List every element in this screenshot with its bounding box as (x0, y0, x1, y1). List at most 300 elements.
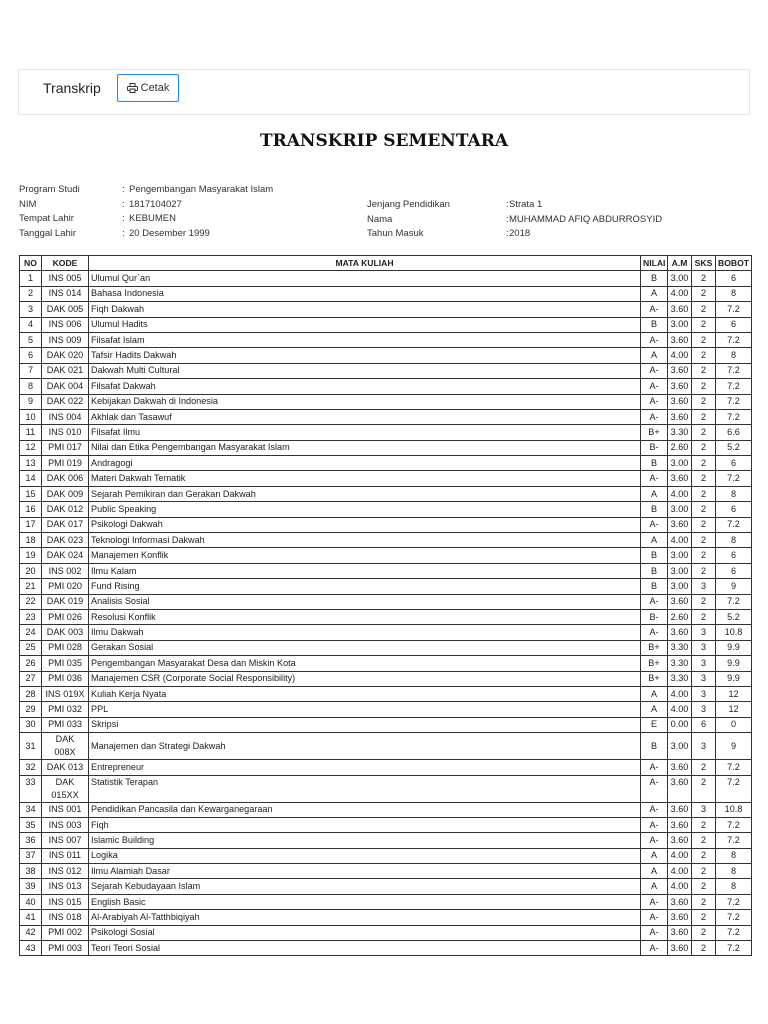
cell-am: 3.60 (668, 775, 692, 802)
cell-nilai: B+ (641, 671, 668, 686)
table-row (20, 379, 752, 394)
cell-nilai: A- (641, 517, 668, 532)
table-row (20, 317, 752, 332)
cell-kode: DAK 013 (42, 760, 89, 775)
cell-no: 40 (20, 894, 42, 909)
cell-sks: 2 (692, 440, 716, 455)
cell-mata-kuliah: Islamic Building (89, 833, 641, 848)
cell-sks: 2 (692, 317, 716, 332)
cell-kode: PMI 020 (42, 579, 89, 594)
info-value: KEBUMEN (129, 213, 176, 224)
info-row (19, 183, 273, 198)
cell-mata-kuliah: Kuliah Kerja Nyata (89, 686, 641, 701)
table-row (20, 609, 752, 624)
cell-mata-kuliah: Tafsir Hadits Dakwah (89, 348, 641, 363)
table-row (20, 925, 752, 940)
cell-kode: PMI 019 (42, 456, 89, 471)
cell-no: 29 (20, 702, 42, 717)
table-row (20, 471, 752, 486)
cell-sks: 2 (692, 848, 716, 863)
cell-am: 3.00 (668, 456, 692, 471)
table-row (20, 486, 752, 501)
info-row (19, 212, 273, 227)
student-info-left (19, 183, 273, 241)
cell-nilai: A- (641, 925, 668, 940)
table-row (20, 456, 752, 471)
cell-sks: 2 (692, 409, 716, 424)
cell-no: 39 (20, 879, 42, 894)
cell-bobot: 7.2 (716, 379, 752, 394)
table-row (20, 271, 752, 286)
cell-mata-kuliah: English Basic (89, 894, 641, 909)
table-row (20, 332, 752, 347)
info-colon: : (122, 227, 125, 239)
cell-am: 3.60 (668, 817, 692, 832)
cell-bobot: 6.6 (716, 425, 752, 440)
cell-am: 3.30 (668, 671, 692, 686)
cell-mata-kuliah: Logika (89, 848, 641, 863)
cell-no: 8 (20, 379, 42, 394)
cell-no: 25 (20, 640, 42, 655)
cell-am: 3.60 (668, 894, 692, 909)
cell-bobot: 8 (716, 286, 752, 301)
cell-nilai: A- (641, 379, 668, 394)
cell-sks: 2 (692, 833, 716, 848)
cell-kode: PMI 028 (42, 640, 89, 655)
col-nilai-header: NILAI (641, 256, 668, 271)
cell-kode: PMI 002 (42, 925, 89, 940)
cell-sks: 2 (692, 302, 716, 317)
table-row (20, 533, 752, 548)
cell-am: 3.60 (668, 517, 692, 532)
cell-am: 3.30 (668, 425, 692, 440)
cell-nilai: A (641, 486, 668, 501)
cell-kode: DAK 008X (42, 733, 89, 760)
cell-no: 33 (20, 775, 42, 802)
cell-bobot: 8 (716, 486, 752, 501)
cell-bobot: 7.2 (716, 775, 752, 802)
table-row (20, 702, 752, 717)
cell-no: 38 (20, 864, 42, 879)
cell-no: 3 (20, 302, 42, 317)
cell-nilai: A- (641, 775, 668, 802)
table-row (20, 640, 752, 655)
cell-sks: 2 (692, 925, 716, 940)
cell-bobot: 7.2 (716, 941, 752, 956)
cell-kode: INS 010 (42, 425, 89, 440)
transkrip-toolbar (18, 69, 750, 115)
cell-mata-kuliah: Dakwah Multi Cultural (89, 363, 641, 378)
cell-no: 13 (20, 456, 42, 471)
table-row (20, 879, 752, 894)
cell-no: 18 (20, 533, 42, 548)
cell-am: 4.00 (668, 286, 692, 301)
cell-bobot: 7.2 (716, 894, 752, 909)
cell-am: 3.60 (668, 941, 692, 956)
cell-mata-kuliah: Andragogi (89, 456, 641, 471)
cell-nilai: B (641, 271, 668, 286)
cell-kode: INS 009 (42, 332, 89, 347)
cell-bobot: 9.9 (716, 656, 752, 671)
cell-nilai: A- (641, 941, 668, 956)
cell-am: 3.60 (668, 625, 692, 640)
cell-mata-kuliah: Ulumul Qur`an (89, 271, 641, 286)
cell-mata-kuliah: Ilmu Alamiah Dasar (89, 864, 641, 879)
cell-no: 9 (20, 394, 42, 409)
cell-kode: INS 007 (42, 833, 89, 848)
cell-nilai: A (641, 848, 668, 863)
cell-no: 30 (20, 717, 42, 732)
table-row (20, 625, 752, 640)
cell-kode: PMI 035 (42, 656, 89, 671)
cell-am: 3.30 (668, 640, 692, 655)
cell-sks: 2 (692, 502, 716, 517)
cell-kode: PMI 036 (42, 671, 89, 686)
print-button[interactable] (117, 74, 179, 102)
cell-kode: DAK 009 (42, 486, 89, 501)
cell-nilai: A (641, 702, 668, 717)
cell-sks: 2 (692, 332, 716, 347)
info-colon: : (506, 213, 509, 225)
cell-mata-kuliah: Psikologi Dakwah (89, 517, 641, 532)
cell-no: 2 (20, 286, 42, 301)
cell-am: 3.60 (668, 594, 692, 609)
cell-bobot: 9 (716, 579, 752, 594)
cell-bobot: 7.2 (716, 394, 752, 409)
cell-kode: PMI 003 (42, 941, 89, 956)
table-header-row (20, 256, 752, 271)
cell-bobot: 7.2 (716, 910, 752, 925)
cell-sks: 3 (692, 802, 716, 817)
cell-mata-kuliah: PPL (89, 702, 641, 717)
cell-sks: 3 (692, 640, 716, 655)
cell-nilai: B (641, 563, 668, 578)
table-row (20, 802, 752, 817)
cell-mata-kuliah: Manajemen dan Strategi Dakwah (89, 733, 641, 760)
table-row (20, 775, 752, 802)
cell-sks: 2 (692, 517, 716, 532)
cell-no: 28 (20, 686, 42, 701)
table-row (20, 733, 752, 760)
cell-bobot: 7.2 (716, 363, 752, 378)
cell-bobot: 7.2 (716, 517, 752, 532)
cell-sks: 3 (692, 625, 716, 640)
cell-mata-kuliah: Fiqh Dakwah (89, 302, 641, 317)
cell-sks: 2 (692, 594, 716, 609)
col-no-header: NO (20, 256, 42, 271)
cell-kode: INS 015 (42, 894, 89, 909)
cell-mata-kuliah: Ilmu Dakwah (89, 625, 641, 640)
info-label: Tempat Lahir (19, 213, 74, 224)
info-colon: : (506, 199, 509, 210)
cell-bobot: 10.8 (716, 625, 752, 640)
info-colon: : (122, 184, 125, 195)
cell-mata-kuliah: Resolusi Konflik (89, 609, 641, 624)
cell-am: 3.60 (668, 363, 692, 378)
cell-sks: 3 (692, 686, 716, 701)
info-value: 1817104027 (129, 198, 182, 210)
cell-sks: 3 (692, 671, 716, 686)
cell-nilai: B (641, 579, 668, 594)
table-row (20, 594, 752, 609)
cell-kode: DAK 019 (42, 594, 89, 609)
cell-kode: INS 006 (42, 317, 89, 332)
cell-am: 2.60 (668, 440, 692, 455)
cell-no: 43 (20, 941, 42, 956)
cell-bobot: 7.2 (716, 833, 752, 848)
cell-sks: 2 (692, 533, 716, 548)
transcript-table (19, 255, 752, 956)
cell-nilai: A- (641, 409, 668, 424)
cell-am: 2.60 (668, 609, 692, 624)
info-label: Program Studi (19, 184, 80, 195)
cell-kode: DAK 015XX (42, 775, 89, 802)
cell-bobot: 6 (716, 456, 752, 471)
table-row (20, 409, 752, 424)
cell-nilai: A- (641, 594, 668, 609)
cell-bobot: 7.2 (716, 817, 752, 832)
cell-mata-kuliah: Psikologi Sosial (89, 925, 641, 940)
cell-am: 3.60 (668, 332, 692, 347)
cell-mata-kuliah: Statistik Terapan (89, 775, 641, 802)
cell-mata-kuliah: Analisis Sosial (89, 594, 641, 609)
cell-kode: DAK 024 (42, 548, 89, 563)
info-label: Jenjang Pendidikan (367, 199, 450, 210)
cell-nilai: B (641, 733, 668, 760)
cell-mata-kuliah: Al-Arabiyah Al-Tatthbiqiyah (89, 910, 641, 925)
cell-sks: 2 (692, 894, 716, 909)
table-row (20, 517, 752, 532)
cell-sks: 2 (692, 486, 716, 501)
cell-sks: 2 (692, 471, 716, 486)
cell-nilai: B (641, 456, 668, 471)
cell-mata-kuliah: Filsafat Dakwah (89, 379, 641, 394)
cell-mata-kuliah: Nilai dan Etika Pengembangan Masyarakat Islam (89, 440, 641, 455)
cell-bobot: 7.2 (716, 409, 752, 424)
cell-no: 34 (20, 802, 42, 817)
info-row (367, 227, 662, 242)
cell-kode: INS 001 (42, 802, 89, 817)
cell-bobot: 6 (716, 563, 752, 578)
table-row (20, 548, 752, 563)
cell-mata-kuliah: Teori Teori Sosial (89, 941, 641, 956)
cell-nilai: A (641, 879, 668, 894)
cell-nilai: A- (641, 894, 668, 909)
table-row (20, 363, 752, 378)
cell-am: 3.00 (668, 317, 692, 332)
cell-kode: DAK 006 (42, 471, 89, 486)
cell-kode: INS 002 (42, 563, 89, 578)
cell-bobot: 12 (716, 702, 752, 717)
cell-kode: DAK 003 (42, 625, 89, 640)
cell-sks: 2 (692, 548, 716, 563)
info-row (367, 198, 662, 213)
cell-no: 16 (20, 502, 42, 517)
table-row (20, 286, 752, 301)
cell-sks: 3 (692, 656, 716, 671)
cell-bobot: 5.2 (716, 440, 752, 455)
col-bobot-header: BOBOT (716, 256, 752, 271)
cell-sks: 2 (692, 271, 716, 286)
cell-mata-kuliah: Entrepreneur (89, 760, 641, 775)
info-row (367, 213, 662, 228)
cell-sks: 2 (692, 879, 716, 894)
cell-kode: DAK 005 (42, 302, 89, 317)
table-row (20, 394, 752, 409)
table-row (20, 817, 752, 832)
cell-kode: INS 014 (42, 286, 89, 301)
cell-mata-kuliah: Skripsi (89, 717, 641, 732)
table-row (20, 563, 752, 578)
info-colon: : (122, 213, 125, 224)
table-row (20, 760, 752, 775)
cell-bobot: 8 (716, 879, 752, 894)
cell-no: 1 (20, 271, 42, 286)
cell-nilai: A- (641, 817, 668, 832)
table-row (20, 656, 752, 671)
table-row (20, 717, 752, 732)
cell-am: 3.60 (668, 910, 692, 925)
cell-bobot: 7.2 (716, 925, 752, 940)
cell-am: 3.00 (668, 733, 692, 760)
cell-am: 4.00 (668, 848, 692, 863)
cell-mata-kuliah: Sejarah Pemikiran dan Gerakan Dakwah (89, 486, 641, 501)
cell-no: 4 (20, 317, 42, 332)
print-button-label: Cetak (140, 82, 170, 94)
cell-kode: DAK 021 (42, 363, 89, 378)
cell-kode: INS 019X (42, 686, 89, 701)
cell-sks: 2 (692, 394, 716, 409)
cell-sks: 2 (692, 910, 716, 925)
cell-mata-kuliah: Ilmu Kalam (89, 563, 641, 578)
table-row (20, 302, 752, 317)
cell-nilai: A- (641, 802, 668, 817)
info-value: Pengembangan Masyarakat Islam (129, 184, 274, 195)
table-row (20, 864, 752, 879)
cell-nilai: A- (641, 471, 668, 486)
cell-kode: DAK 023 (42, 533, 89, 548)
cell-kode: PMI 033 (42, 717, 89, 732)
cell-nilai: B- (641, 609, 668, 624)
cell-no: 12 (20, 440, 42, 455)
cell-sks: 2 (692, 941, 716, 956)
cell-nilai: A (641, 533, 668, 548)
info-label: Nama (367, 213, 393, 225)
cell-am: 4.00 (668, 533, 692, 548)
cell-am: 3.60 (668, 379, 692, 394)
cell-bobot: 8 (716, 848, 752, 863)
cell-no: 5 (20, 332, 42, 347)
table-row (20, 848, 752, 863)
table-row (20, 671, 752, 686)
cell-nilai: A- (641, 760, 668, 775)
col-am-header: A.M (668, 256, 692, 271)
cell-am: 3.60 (668, 760, 692, 775)
cell-am: 4.00 (668, 864, 692, 879)
cell-no: 23 (20, 609, 42, 624)
cell-nilai: A (641, 348, 668, 363)
cell-bobot: 9 (716, 733, 752, 760)
cell-kode: PMI 017 (42, 440, 89, 455)
cell-no: 22 (20, 594, 42, 609)
cell-no: 17 (20, 517, 42, 532)
cell-no: 31 (20, 733, 42, 760)
cell-mata-kuliah: Fund Rising (89, 579, 641, 594)
cell-kode: DAK 017 (42, 517, 89, 532)
cell-am: 0.00 (668, 717, 692, 732)
cell-am: 3.00 (668, 563, 692, 578)
cell-nilai: B+ (641, 640, 668, 655)
info-colon: : (506, 228, 509, 239)
cell-kode: PMI 026 (42, 609, 89, 624)
page-title: Transkrip (43, 80, 101, 96)
cell-kode: DAK 020 (42, 348, 89, 363)
cell-sks: 2 (692, 563, 716, 578)
info-row (19, 198, 273, 213)
cell-nilai: A (641, 686, 668, 701)
cell-mata-kuliah: Kebijakan Dakwah di Indonesia (89, 394, 641, 409)
cell-nilai: A- (641, 332, 668, 347)
cell-mata-kuliah: Manajemen CSR (Corporate Social Responsibility) (89, 671, 641, 686)
info-label: Tahun Masuk (367, 228, 424, 239)
cell-bobot: 7.2 (716, 760, 752, 775)
cell-nilai: B (641, 317, 668, 332)
cell-am: 3.60 (668, 394, 692, 409)
cell-bobot: 10.8 (716, 802, 752, 817)
cell-no: 32 (20, 760, 42, 775)
cell-sks: 2 (692, 609, 716, 624)
info-row (19, 227, 273, 242)
cell-no: 20 (20, 563, 42, 578)
cell-no: 21 (20, 579, 42, 594)
cell-bobot: 6 (716, 502, 752, 517)
cell-mata-kuliah: Fiqh (89, 817, 641, 832)
cell-nilai: A (641, 864, 668, 879)
cell-no: 15 (20, 486, 42, 501)
cell-nilai: A- (641, 302, 668, 317)
cell-nilai: B- (641, 440, 668, 455)
cell-am: 3.00 (668, 548, 692, 563)
cell-nilai: A- (641, 833, 668, 848)
document-title: TRANSKRIP SEMENTARA (259, 131, 509, 151)
cell-kode: INS 013 (42, 879, 89, 894)
cell-mata-kuliah: Gerakan Sosial (89, 640, 641, 655)
cell-nilai: B+ (641, 425, 668, 440)
cell-nilai: B (641, 502, 668, 517)
cell-mata-kuliah: Manajemen Konflik (89, 548, 641, 563)
cell-am: 3.60 (668, 802, 692, 817)
cell-kode: INS 012 (42, 864, 89, 879)
cell-am: 4.00 (668, 879, 692, 894)
cell-bobot: 7.2 (716, 594, 752, 609)
table-row (20, 348, 752, 363)
cell-bobot: 6 (716, 317, 752, 332)
cell-am: 4.00 (668, 686, 692, 701)
cell-nilai: A- (641, 394, 668, 409)
table-row (20, 941, 752, 956)
cell-sks: 2 (692, 456, 716, 471)
cell-kode: INS 011 (42, 848, 89, 863)
cell-mata-kuliah: Filsafat Ilmu (89, 425, 641, 440)
cell-bobot: 6 (716, 548, 752, 563)
cell-mata-kuliah: Pendidikan Pancasila dan Kewarganegaraan (89, 802, 641, 817)
cell-sks: 6 (692, 717, 716, 732)
col-sks-header: SKS (692, 256, 716, 271)
cell-bobot: 0 (716, 717, 752, 732)
table-row (20, 425, 752, 440)
cell-kode: PMI 032 (42, 702, 89, 717)
cell-nilai: B (641, 548, 668, 563)
